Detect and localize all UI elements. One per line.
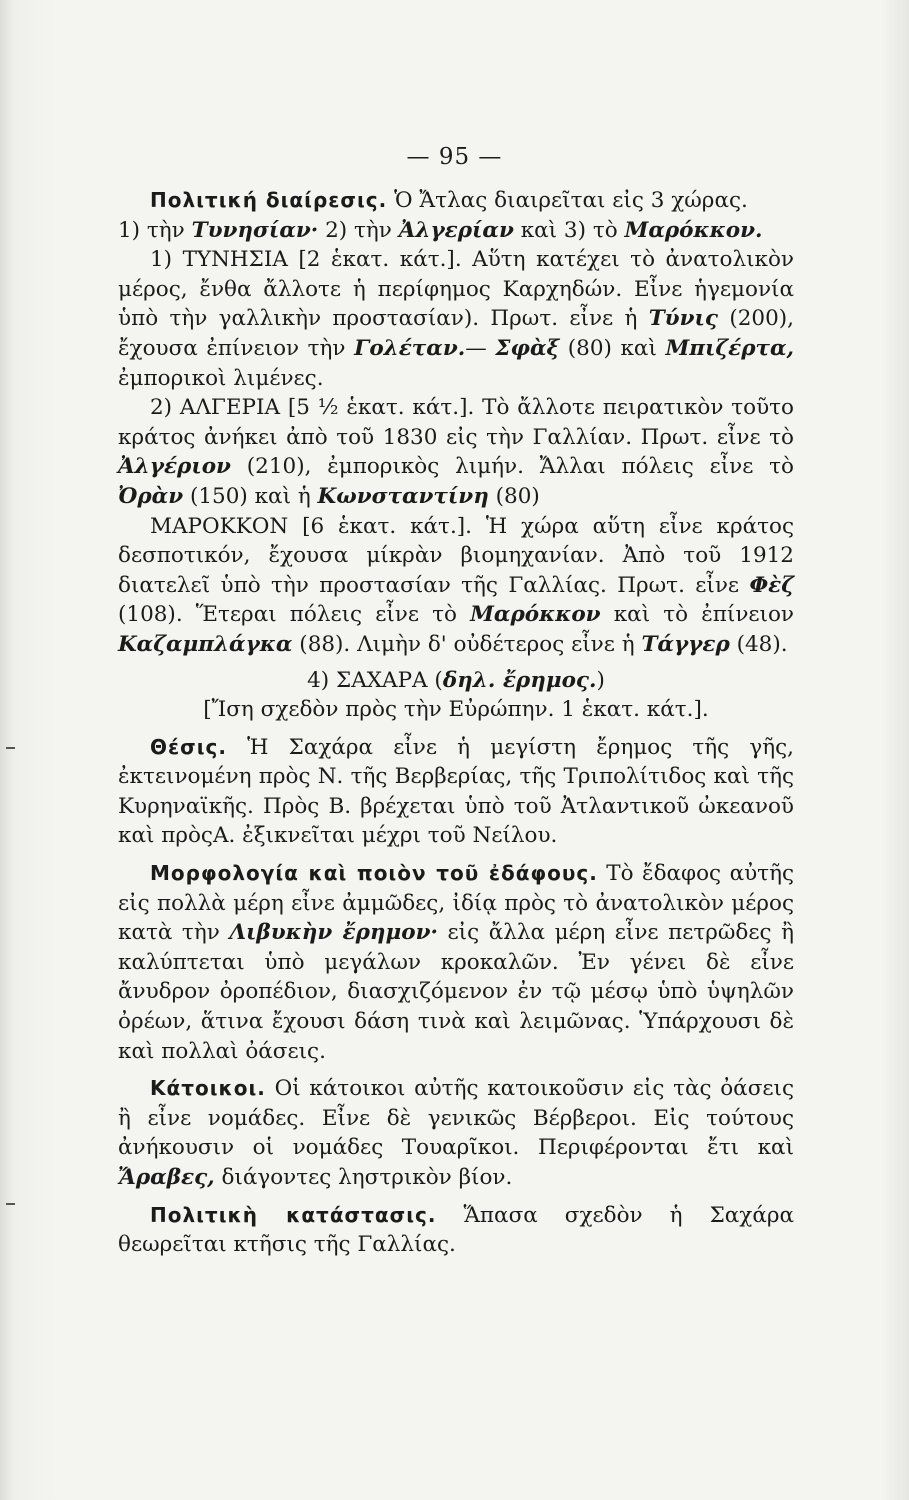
paragraph-algeria <box>118 393 794 511</box>
text-run: Τὸ ἔδαφος αὐτῆς εἰς πολλὰ μέρη εἶνε ἀμμῶδες, ἰδίᾳ πρὸς τὸ ἀνατολικὸν μέρος κατὰ τὴν <box>118 861 794 946</box>
page-number: — 95 — <box>406 144 503 170</box>
text-run: Ἅπασα σχεδὸν ἡ Σαχάρα θεωρεῖται κτῆσις τῆς Γαλλίας. <box>118 1202 795 1258</box>
paragraph-political-division <box>118 186 794 245</box>
text-run: καὶ 3) τὸ <box>513 217 625 243</box>
text-run: (200), ἔχουσα ἐπίνειον τὴν <box>118 306 794 361</box>
section-heading: Θέσις. <box>150 734 227 759</box>
emphasis: Ἀλγερίαν <box>398 217 514 243</box>
text-run: ΜΑΡΟΚΚΟΝ [6 ἑκατ. κάτ.]. Ἡ χώρα αὕτη εἶνε κράτος δεσποτικόν, ἔχουσα μίκρὰν βιομηχανίαν. Ἀπὸ τοῦ 1912 διατελεῖ ὑπὸ τὴν προστασίαν τῆς Γαλλίας. Πρωτ. εἶνε <box>118 513 794 598</box>
text-run: Ὁ Ἄτλας διαιρεῖται εἰς 3 χώρας. <box>387 188 748 213</box>
emphasis: Ἄραβες, <box>118 1165 215 1190</box>
text-run: (108). Ἕτεραι πόλεις εἶνε τὸ <box>118 602 471 628</box>
emphasis: Τυνησίαν· <box>191 217 319 243</box>
text-run: εἰς ἄλλα μέρη εἶνε πετρῶδες ἢ καλύπτεται ὑπὸ μεγάλων κροκαλῶν. Ἐν γένει δὲ εἶνε ἄνυδρον ὀροπέδιον, διασχιζόμενον ἐν τῷ μέσῳ ὑπὸ ὑψηλῶν ὀρέων, ἅτινα ἔχουσι δάση τινὰ καὶ λειμῶνας. Ὑπάρχουσι δὲ καὶ πολλαὶ ὀάσεις. <box>118 920 794 1064</box>
text-run: 1) ΤΥΝΗΣΙΑ [2 ἑκατ. κάτ.]. Αὕτη κατέχει τὸ ἀνατολικὸν μέρος, ἔνθα ἄλλοτε ἡ περίφημος Καρχηδών. Εἶνε ἡγεμονία ὑπὸ τὴν γαλλικὴν προστασίαν). Πρωτ. εἶνε ἡ <box>118 247 794 332</box>
emphasis: δηλ. ἔρημος. <box>442 667 597 693</box>
emphasis: Μαρόκκον <box>470 602 601 628</box>
text-run: Οἱ κάτοικοι αὐτῆς κατοικοῦσιν εἰς τὰς ὀάσεις ἢ εἶνε νομάδες. Εἶνε δὲ γενικῶς Βέρβεροι. Εἰς τούτους ἀνήκουσιν οἱ νομάδες Τουαρῖκοι. Περιφέρονται ἔτι καὶ <box>118 1076 794 1161</box>
text-run: (150) καὶ ἡ <box>183 483 318 509</box>
body-text <box>118 186 794 1260</box>
text-run: 1) τὴν <box>118 217 192 243</box>
section-heading: Πολιτικὴ κατάστασις. <box>150 1202 437 1227</box>
emphasis: Γολέταν. <box>354 335 466 361</box>
emphasis: Ἀλγέριον <box>118 454 231 480</box>
section-heading: Κάτοικοι. <box>150 1076 266 1101</box>
text-run: (210), ἐμπορικὸς λιμήν. Ἄλλαι πόλεις εἶνε τὸ <box>230 454 794 480</box>
paragraph-position <box>118 733 794 851</box>
emphasis: Φὲζ <box>749 572 794 598</box>
emphasis: Καζαμπλάγκα <box>118 631 293 657</box>
text-run: (80) <box>488 483 540 509</box>
emphasis: Μαρόκκον. <box>624 217 763 243</box>
emphasis: Μπιζέρτα, <box>665 335 794 361</box>
paragraph-inhabitants <box>118 1074 794 1192</box>
text-run: ἐμπορικοὶ λιμένες. <box>118 365 324 391</box>
emphasis: Τύνις <box>648 306 719 332</box>
emphasis: Σφὰξ <box>495 335 560 361</box>
emphasis: Λιβυκὴν ἔρημον· <box>229 920 438 946</box>
text-run: (80) καὶ <box>559 335 666 361</box>
paragraph-political-status <box>118 1201 794 1260</box>
sahara-subtitle: [Ἴση σχεδὸν πρὸς τὴν Εὐρώπην. 1 ἑκατ. κάτ.]. <box>203 697 709 723</box>
section-heading: Μορφολογία καὶ ποιὸν τοῦ ἐδάφους. <box>150 861 598 886</box>
text-run: 4) ΣΑΧΑΡΑ ( <box>307 667 443 693</box>
emphasis: Ὀρὰν <box>118 483 184 509</box>
emphasis: Τάγγερ <box>641 631 730 657</box>
text-run: (88). Λιμὴν δ' οὐδέτερος εἶνε ἡ <box>292 631 642 657</box>
paragraph-tunisia <box>118 245 794 393</box>
text-run: Ἡ Σαχάρα εἶνε ἡ μεγίστη ἔρημος τῆς γῆς, ἐκτεινομένη πρὸς Ν. τῆς Βερβερίας, τῆς Τριπολίτιδος καὶ τῆς Κυρηναϊκῆς. Πρὸς Β. βρέχεται ὑπὸ τοῦ Ἀτλαντικοῦ ὠκεανοῦ καὶ πρὸςΑ. ἐξικνεῖται μέχρι τοῦ Νείλου. <box>118 734 794 849</box>
margin-mark <box>6 1203 15 1205</box>
emphasis: Κωνσταντίνη <box>317 483 489 509</box>
text-run: 2) τὴν <box>318 217 399 243</box>
text-run: 2) ΑΛΓΕΡΙΑ [5 ½ ἑκατ. κάτ.]. Τὸ ἄλλοτε πειρατικὸν τοῦτο κράτος ἀνήκει ἀπὸ τοῦ 1830 εἰς τὴν Γαλλίαν. Πρωτ. εἶνε τὸ <box>118 395 794 450</box>
text-run: διάγοντες ληστρικὸν βίον. <box>214 1165 513 1190</box>
text-run: ) <box>596 667 605 693</box>
sahara-title <box>118 666 794 696</box>
paragraph-morocco <box>118 512 794 660</box>
text-run: — <box>465 335 496 361</box>
paragraph-morphology <box>118 859 794 1066</box>
text-run: καὶ τὸ ἐπίνειον <box>600 602 794 628</box>
margin-mark <box>6 747 15 749</box>
text-run: (48). <box>729 631 788 657</box>
section-heading: Πολιτική διαίρεσις. <box>150 188 388 212</box>
